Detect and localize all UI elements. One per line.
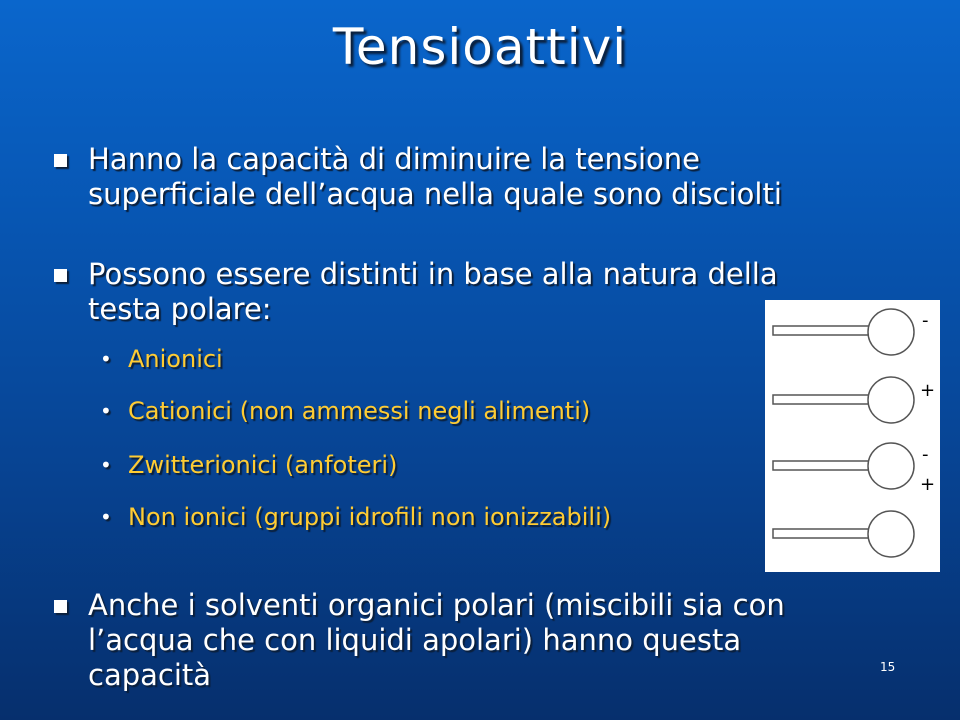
surfactant-molecule-nonionic [773,511,914,557]
charge-sign: + [920,474,936,495]
charge-sign: - [922,444,929,465]
bullet-3 [88,588,848,693]
sub-item-text: Anionici [128,345,223,373]
page-number: 15 [880,660,896,674]
slide-title: Tensioattivi [332,18,628,76]
bullet-3-text: Anche i solventi organici polari (miscibili sia con l’acqua che con liquidi apolari) hanno questa capacità [88,588,785,692]
charge-sign: + [920,380,936,401]
sub-item-anionici [100,344,223,374]
sub-bullet-dot-icon: • [100,399,112,423]
sub-item-non-ionici [100,502,612,532]
bullet-square-icon [54,154,67,167]
surfactant-molecule-anionic [773,309,929,355]
sub-bullet-dot-icon: • [100,453,112,477]
bullet-square-icon [54,269,67,282]
surfactant-diagram [765,300,940,572]
sub-bullet-dot-icon: • [100,347,112,371]
bullet-2 [88,257,808,327]
sub-item-zwitterionici [100,450,398,480]
sub-item-text: Non ionici (gruppi idrofili non ionizzabili) [128,503,612,531]
bullet-1-text: Hanno la capacità di diminuire la tensione superficiale dell’acqua nella quale sono disciolti [88,142,782,211]
sub-item-text: Cationici (non ammessi negli alimenti) [128,397,591,425]
sub-item-text: Zwitterionici (anfoteri) [128,451,398,479]
surfactant-diagram-svg [765,300,940,572]
bullet-square-icon [54,600,67,613]
surfactant-molecule-cationic [773,377,935,423]
sub-item-cationici [100,396,591,426]
charge-sign: - [922,310,929,331]
bullet-1 [88,142,788,212]
bullet-2-text: Possono essere distinti in base alla natura della testa polare: [88,257,778,326]
surfactant-molecule-zwitterionic [773,443,935,495]
sub-bullet-dot-icon: • [100,505,112,529]
